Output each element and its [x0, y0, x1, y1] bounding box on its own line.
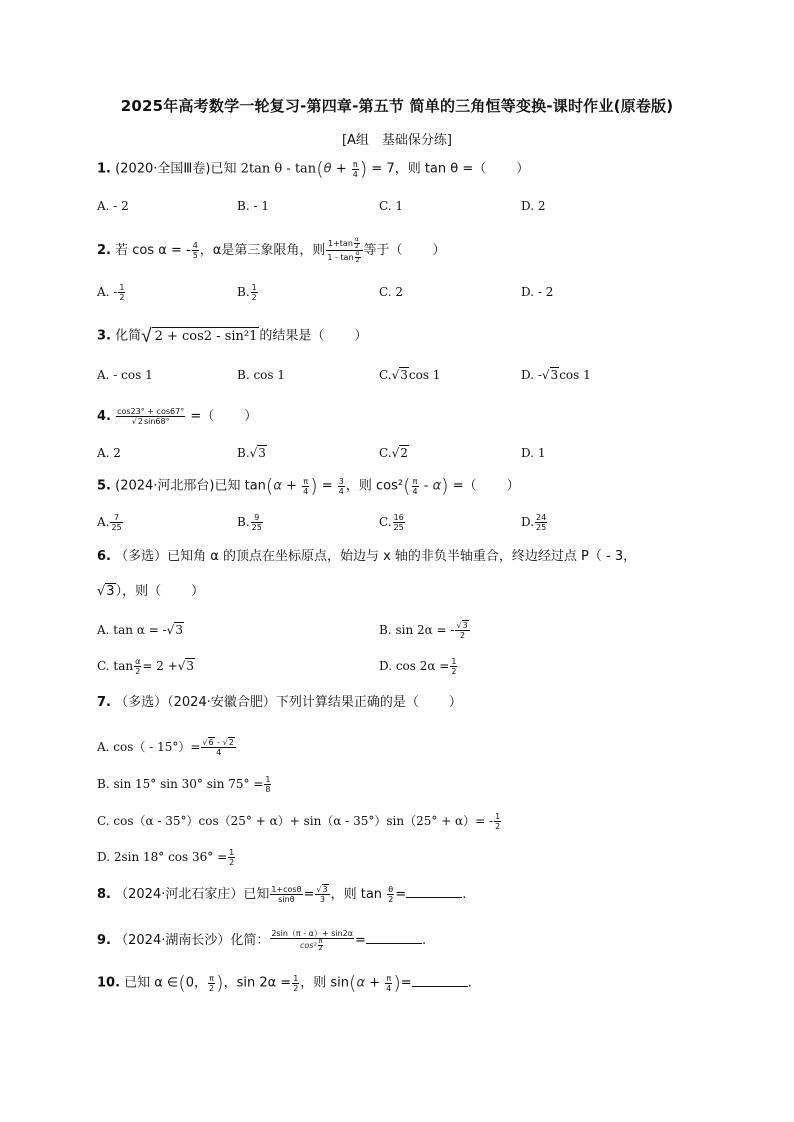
- question-text: ），则（: [115, 584, 162, 599]
- option-d: [521, 512, 548, 532]
- math-paren: ): [310, 475, 318, 497]
- math-fraction: [208, 974, 215, 993]
- frac-den: 25: [251, 523, 262, 532]
- math-fraction: [201, 738, 235, 757]
- answer-paren: ）: [244, 409, 258, 424]
- option-d: D. 1: [521, 446, 546, 460]
- frac-num: π: [386, 973, 392, 983]
- frac-den: 4: [352, 169, 358, 179]
- question-text: ，则 tan: [330, 887, 383, 902]
- frac-num: π: [412, 476, 418, 486]
- option-c: C. tan $\frac{\alpha}{2}$ = 2 +√3: [97, 657, 195, 676]
- math-expr: cos²: [299, 941, 317, 950]
- question-text: (2020·全国Ⅲ卷)已知: [115, 161, 237, 177]
- frac-num: √3: [316, 885, 328, 894]
- option-label: C.: [379, 446, 392, 460]
- frac-num: cos23° + cos67°: [117, 407, 185, 416]
- question-number: 5.: [97, 478, 111, 494]
- question-number: 8.: [97, 887, 111, 902]
- sqrt-radicand: 3: [175, 623, 183, 637]
- question-text: ，则 sin: [300, 975, 350, 991]
- frac-den: 4: [303, 486, 309, 496]
- answer-blank[interactable]: [412, 974, 468, 987]
- math-paren: ): [216, 972, 224, 994]
- option-a: [97, 737, 237, 757]
- frac-den: 2: [251, 293, 257, 302]
- question-number: 7.: [97, 695, 111, 710]
- option-label: D.: [521, 515, 535, 529]
- frac-num: 1: [119, 283, 125, 292]
- question-number: 10.: [97, 975, 121, 991]
- sqrt-radicand: 3: [400, 368, 408, 382]
- option-label: B. sin 2α = -: [379, 623, 455, 637]
- question-9: [97, 929, 426, 952]
- option-label: B. sin 15° sin 30° sin 75° =: [97, 777, 264, 791]
- frac-num: 1: [495, 812, 501, 821]
- frac-num: 1: [229, 848, 235, 857]
- question-5: [97, 476, 520, 497]
- math-paren: (: [178, 972, 186, 994]
- frac-num: 1: [251, 283, 257, 292]
- question-7: [97, 693, 462, 713]
- math-fraction: [355, 251, 361, 264]
- question-number: 2.: [97, 243, 111, 258]
- frac-den: 8: [265, 785, 271, 794]
- math-expr: cos 1: [408, 368, 441, 382]
- option-label: B.: [237, 515, 250, 529]
- math-fraction: [228, 848, 235, 867]
- math-fraction: [450, 657, 457, 676]
- math-paren: ): [441, 475, 449, 497]
- frac-den: 4: [386, 983, 392, 993]
- math-expr: cos 1: [559, 368, 591, 382]
- frac-den: 5: [192, 251, 198, 260]
- frac-den: 25: [536, 523, 547, 532]
- math-fraction: [318, 939, 324, 952]
- math-fraction: [393, 513, 405, 532]
- option-d: [379, 656, 458, 676]
- frac-den: 4: [216, 748, 222, 757]
- option-label: D. cos 2α =: [379, 659, 450, 673]
- option-label: A. tan α = -: [97, 623, 167, 637]
- frac-num: π: [318, 938, 323, 945]
- math-expr: = 2 +: [142, 659, 178, 673]
- option-label: A. cos（ - 15°）=: [97, 740, 201, 754]
- sqrt-radicand: 3: [186, 659, 195, 673]
- math-fraction: [134, 657, 141, 676]
- option-a: A. tan α = -√3: [97, 623, 183, 637]
- option-b: [379, 620, 471, 640]
- option-b: B. - 1: [237, 199, 269, 213]
- math-op: -: [214, 738, 223, 747]
- option-label: A.: [97, 515, 110, 529]
- question-text: (2024·河北邢台)已知 tan: [115, 478, 266, 494]
- frac-den: [326, 251, 362, 264]
- frac-den: 2: [388, 895, 394, 904]
- question-text: 的结果是（: [259, 328, 325, 344]
- question-6: [97, 547, 636, 567]
- option-label: C. cos（α - 35°）cos（25° + α）+ sin（α - 35°）sin（25° + α）= -: [97, 814, 494, 828]
- frac-den: 4: [412, 486, 418, 496]
- math-op: =: [317, 478, 337, 494]
- question-number: 1.: [97, 161, 111, 177]
- math-op: =: [400, 975, 412, 991]
- frac-num: π: [209, 973, 214, 983]
- question-text: 等于（: [363, 243, 403, 258]
- question-number: 9.: [97, 933, 111, 948]
- question-text: ，sin 2α =: [223, 975, 292, 991]
- frac-den: 2: [293, 983, 299, 993]
- math-fraction: [385, 974, 392, 993]
- option-d: D. - 2: [521, 285, 554, 299]
- math-paren: ): [393, 972, 401, 994]
- math-fraction: [270, 929, 354, 952]
- math-fraction: [118, 283, 125, 302]
- math-fraction: [110, 513, 122, 532]
- math-paren: (: [349, 972, 357, 994]
- question-2: [97, 237, 446, 264]
- answer-paren: ）: [354, 328, 368, 344]
- answer-paren: ）: [516, 161, 530, 177]
- sqrt-radicand: 3: [322, 885, 328, 894]
- question-number: 4.: [97, 409, 111, 424]
- option-label: C.: [379, 368, 392, 382]
- question-text: （2024·湖南长沙）化简：: [115, 933, 270, 948]
- question-text: （2024·河北石家庄）已知: [115, 887, 270, 902]
- math-fraction: [535, 513, 547, 532]
- math-fraction: [315, 885, 329, 904]
- math-op: =: [355, 933, 366, 948]
- sqrt-radicand: 2: [228, 738, 234, 747]
- math-op: +: [365, 975, 385, 991]
- frac-num: √3: [456, 621, 468, 630]
- math-fraction: [192, 241, 199, 260]
- math-fraction: [264, 775, 271, 794]
- question-text: =（: [452, 478, 477, 494]
- option-d: D. -√3cos 1: [521, 368, 591, 382]
- frac-num: 1+cosθ: [271, 885, 302, 894]
- question-text: =（: [190, 409, 215, 424]
- option-a: [97, 282, 126, 302]
- question-6-cont: √3），则（ ）: [97, 584, 205, 599]
- frac-num: θ: [388, 885, 394, 894]
- answer-paren: ）: [432, 243, 446, 258]
- math-fraction: [302, 477, 309, 496]
- option-c: [379, 512, 406, 532]
- frac-den: 2: [229, 858, 235, 867]
- math-fraction: [292, 974, 299, 993]
- frac-den: 2: [135, 667, 141, 676]
- question-8: [97, 885, 466, 905]
- sqrt-radicand: 3: [258, 446, 266, 460]
- option-label: B.: [237, 285, 250, 299]
- math-fraction: [338, 477, 345, 496]
- math-expr: sin68°: [143, 417, 170, 426]
- frac-den: sinθ: [278, 895, 295, 904]
- question-number: 3.: [97, 328, 111, 344]
- math-fraction: [270, 885, 302, 904]
- frac-den: 2: [355, 257, 360, 264]
- option-c: [97, 811, 502, 831]
- frac-num: 7: [110, 513, 122, 523]
- math-expr: 0，: [185, 975, 208, 991]
- question-end: .: [467, 975, 472, 991]
- question-text: （多选）已知角 α 的顶点在坐标原点，始边与 x 轴的非负半轴重合，终边经过点 P（ - 3，: [115, 549, 637, 564]
- question-10: [97, 973, 472, 994]
- option-a: A. - 2: [97, 199, 129, 213]
- question-text: ，则 cos²: [345, 478, 404, 494]
- math-var: θ: [323, 161, 332, 177]
- question-4: [97, 407, 257, 427]
- frac-den: 2: [460, 631, 466, 640]
- frac-num: 9: [251, 513, 263, 523]
- frac-num: [326, 237, 362, 251]
- math-fraction: [494, 812, 501, 831]
- math-paren: (: [265, 475, 274, 497]
- frac-num: 2sin（π - α）+ sin2α: [271, 929, 354, 938]
- frac-den: 3: [319, 895, 326, 904]
- frac-num: π: [303, 476, 309, 486]
- answer-blank[interactable]: [366, 931, 422, 944]
- frac-num: α: [135, 657, 141, 666]
- math-expr: 1 - tan: [327, 253, 354, 262]
- question-text: = 7，则 tan θ =（: [371, 161, 487, 177]
- frac-num: 3: [338, 476, 344, 486]
- option-c: C. 1: [379, 199, 404, 213]
- option-d: D. 2: [521, 199, 546, 213]
- answer-paren: ）: [506, 478, 520, 494]
- frac-den: 2: [318, 945, 323, 952]
- question-text: ，α是第三象限角，则: [199, 243, 326, 258]
- math-expr: 1+tan: [327, 239, 353, 248]
- math-fraction: [251, 283, 258, 302]
- frac-den: 25: [393, 523, 404, 532]
- math-fraction: [251, 513, 263, 532]
- question-1: [97, 159, 529, 180]
- math-var: α: [273, 478, 282, 494]
- math-var: α: [356, 975, 366, 991]
- option-b: B.√3: [237, 446, 266, 460]
- option-label: C.: [379, 515, 392, 529]
- math-fraction: [455, 621, 469, 640]
- frac-den: 2: [495, 822, 501, 831]
- math-paren: (: [316, 158, 324, 180]
- option-b: [237, 282, 259, 302]
- option-c: C.√3cos 1: [379, 368, 441, 382]
- answer-blank[interactable]: [406, 885, 462, 898]
- option-c: C. 2: [379, 285, 404, 299]
- option-a: [97, 512, 124, 532]
- math-fraction: [352, 160, 359, 179]
- sqrt-sign: √: [141, 325, 152, 347]
- option-b: [237, 512, 264, 532]
- math-expr: 2tan θ - tan: [240, 161, 317, 177]
- section-label: [A组 基础保分练]: [341, 133, 453, 148]
- frac-num: α: [354, 236, 359, 243]
- question-3: [97, 326, 367, 347]
- frac-den: 2: [451, 667, 457, 676]
- math-op: =: [303, 887, 315, 902]
- math-fraction: [387, 885, 394, 904]
- option-label: D. 2sin 18° cos 36° =: [97, 850, 228, 864]
- sqrt-radicand: 3: [106, 584, 115, 599]
- question-text: 若 cos α = -: [115, 243, 191, 258]
- question-end: .: [462, 887, 467, 902]
- math-var: α: [432, 478, 442, 494]
- math-fraction: [326, 237, 362, 264]
- question-number: 6.: [97, 549, 111, 564]
- option-d: [97, 847, 236, 867]
- frac-num: 4: [192, 241, 198, 250]
- option-label: C. tan: [97, 659, 134, 673]
- option-label: D. -: [521, 368, 542, 382]
- frac-den: 2: [354, 243, 359, 250]
- frac-num: 1: [451, 657, 457, 666]
- sqrt-radicand: 6: [208, 738, 214, 747]
- frac-num: 24: [536, 513, 547, 522]
- frac-num: 1: [265, 775, 271, 784]
- frac-den: [270, 939, 354, 952]
- frac-den: 2: [209, 983, 215, 993]
- option-a: A. - cos 1: [97, 368, 153, 382]
- answer-paren: ）: [191, 584, 205, 599]
- question-text: 化简: [115, 328, 142, 344]
- frac-den: 4: [338, 486, 344, 496]
- option-label: B.: [237, 446, 250, 460]
- math-paren: ): [359, 158, 368, 180]
- math-fraction: [412, 477, 419, 496]
- frac-num: 16: [393, 513, 404, 522]
- frac-num: α: [355, 250, 360, 257]
- math-paren: (: [403, 475, 411, 497]
- question-text: 已知 α ∈: [124, 975, 179, 991]
- option-label: A. -: [97, 285, 118, 299]
- math-op: +: [281, 478, 302, 494]
- frac-num: √6 - √2: [202, 738, 234, 747]
- sqrt-radicand: 2: [400, 446, 408, 460]
- math-fraction: [116, 407, 185, 426]
- math-op: =: [395, 887, 407, 902]
- option-b: [97, 774, 272, 794]
- frac-den: 25: [111, 523, 122, 532]
- option-b: B. cos 1: [237, 368, 285, 382]
- answer-paren: ）: [448, 695, 462, 710]
- option-a: A. 2: [97, 446, 121, 460]
- sqrt-radicand: 2 + cos2 - sin²1: [152, 327, 260, 344]
- frac-den: √2sin68°: [131, 417, 170, 426]
- sqrt-radicand: 2: [137, 417, 143, 426]
- document-title: 2025年高考数学一轮复习-第四章-第五节 简单的三角恒等变换-课时作业(原卷版): [120, 97, 674, 115]
- question-text: （多选）（2024·安徽合肥）下列计算结果正确的是（: [115, 695, 419, 710]
- math-op: -: [419, 478, 433, 494]
- option-c: C.√2: [379, 446, 408, 460]
- sqrt-radicand: 3: [462, 621, 468, 630]
- question-end: .: [421, 933, 427, 948]
- math-fraction: [354, 237, 360, 250]
- math-op: +: [331, 161, 351, 177]
- frac-num: 1: [293, 973, 299, 983]
- frac-den: 2: [119, 293, 125, 302]
- sqrt-radicand: 3: [550, 368, 559, 382]
- frac-num: π: [352, 159, 358, 169]
